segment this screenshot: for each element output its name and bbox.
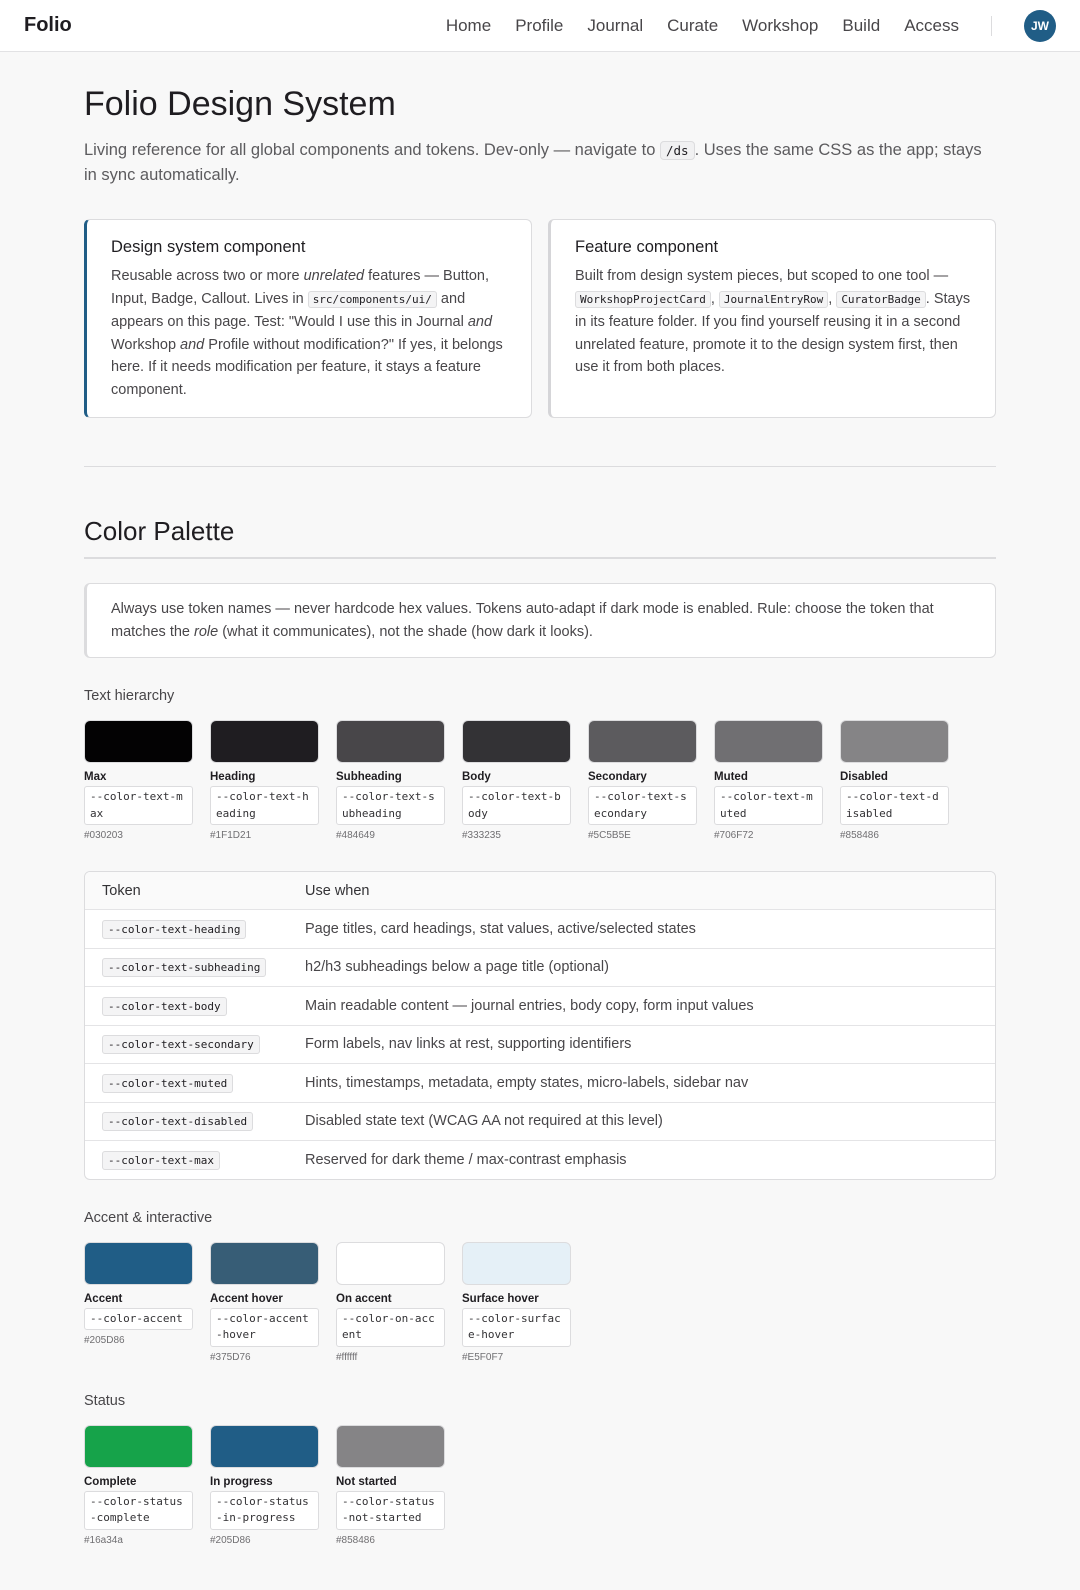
swatch-name: Accent: [84, 1292, 123, 1305]
swatch-name: Subheading: [336, 771, 402, 783]
intro-text-end: . Uses the same CSS as the app; stays in sync automatically.: [84, 141, 982, 184]
brand-logo[interactable]: Folio: [24, 14, 72, 36]
swatch-token: --color-status-complete: [84, 1491, 193, 1530]
swatch-name: Muted: [714, 771, 748, 783]
token-usage: Disabled state text (WCAG AA not required at this level): [305, 1113, 663, 1130]
swatch-color: [336, 1242, 445, 1285]
text-token-table: [84, 871, 996, 1180]
swatch-color: [588, 720, 697, 763]
swatch-token: --color-text-muted: [714, 786, 823, 825]
subheading-accent-interactive: Accent & interactive: [84, 1209, 213, 1226]
component-type-cards: [84, 219, 996, 418]
swatch-color: [336, 720, 445, 763]
nav-divider: [991, 16, 992, 36]
swatch-hex: #ffffff: [336, 1351, 358, 1363]
swatch-text-heading: [210, 720, 319, 841]
swatch-token: --color-text-subheading: [336, 786, 445, 825]
column-header-use-when: Use when: [305, 882, 370, 899]
nav-link-home[interactable]: Home: [445, 15, 492, 35]
swatch-name: Heading: [210, 771, 256, 783]
section-divider: [84, 466, 996, 467]
design-system-component-card: [84, 219, 532, 418]
token-usage: Reserved for dark theme / max-contrast emphasis: [305, 1151, 627, 1168]
feature-component-card: [548, 219, 996, 418]
card-body: Reusable across two or more unrelated features — Button, Input, Badge, Callout. Lives in src/components/ui/ and appears on this page. Test: "Would I use this in Journal and Workshop and Profile without modification?" If yes, it belongs here. If it needs modification per feature, it stays a feature component.: [111, 268, 503, 398]
accent-swatch-row: [84, 1242, 996, 1363]
token-code: --color-text-subheading: [102, 958, 266, 977]
swatch-status-complete: [84, 1425, 193, 1546]
swatch-hex: #1F1D21: [210, 830, 252, 841]
swatch-surface-hover: [462, 1242, 571, 1363]
token-usage: Main readable content — journal entries, body copy, form input values: [305, 997, 754, 1014]
swatch-token: --color-text-secondary: [588, 786, 697, 825]
table-row: [85, 1025, 995, 1064]
swatch-token: --color-accent: [84, 1308, 193, 1331]
nav-link-curate[interactable]: Curate: [667, 15, 719, 35]
swatch-color: [462, 720, 571, 763]
swatch-color: [210, 720, 319, 763]
table-row: [85, 1140, 995, 1179]
token-usage: Hints, timestamps, metadata, empty states, micro-labels, sidebar nav: [305, 1074, 749, 1091]
swatch-hex: #16a34a: [84, 1534, 123, 1546]
swatch-name: In progress: [210, 1475, 273, 1488]
swatch-text-subheading: [336, 720, 445, 841]
nav-link-access[interactable]: Access: [904, 15, 959, 35]
token-usage: h2/h3 subheadings below a page title (optional): [305, 959, 609, 976]
swatch-color: [840, 720, 949, 763]
card-title: Feature component: [575, 238, 719, 256]
user-avatar[interactable]: JW: [1024, 10, 1056, 42]
swatch-text-body: [462, 720, 571, 841]
component-code: JournalEntryRow: [719, 291, 828, 308]
token-usage: Form labels, nav links at rest, supporting identifiers: [305, 1036, 632, 1053]
subheading-status: Status: [84, 1392, 126, 1409]
table-row: [85, 1063, 995, 1102]
swatch-name: Body: [462, 771, 491, 783]
nav-link-profile[interactable]: Profile: [515, 15, 564, 35]
component-code: CuratorBadge: [836, 291, 925, 308]
nav-link-journal[interactable]: Journal: [587, 15, 644, 35]
token-code: --color-text-max: [102, 1151, 220, 1170]
swatch-accent-hover: [210, 1242, 319, 1363]
swatch-hex: #706F72: [714, 830, 754, 841]
table-row: [85, 1102, 995, 1141]
swatch-token: --color-accent-hover: [210, 1308, 319, 1347]
swatch-hex: #858486: [840, 830, 879, 841]
intro-text: Living reference for all global components and tokens. Dev-only — navigate to: [84, 141, 660, 159]
swatch-text-secondary: [588, 720, 697, 841]
swatch-name: On accent: [336, 1292, 392, 1305]
swatch-token: --color-text-max: [84, 786, 193, 825]
table-row: [85, 909, 995, 948]
main-content: [84, 52, 996, 1546]
swatch-name: Disabled: [840, 771, 888, 783]
swatch-color: [714, 720, 823, 763]
swatch-name: Complete: [84, 1475, 137, 1488]
status-swatch-row: [84, 1425, 996, 1546]
swatch-text-max: [84, 720, 193, 841]
card-body: Built from design system pieces, but scoped to one tool — WorkshopProjectCard , JournalEntryRow , CuratorBadge . Stays in its feature folder. If you find yourself reusing it in a second unrelated feature, promote it to the design system first, then use it from both places.: [575, 268, 971, 375]
token-code: --color-text-body: [102, 997, 227, 1016]
card-title: Design system component: [111, 238, 306, 256]
swatch-name: Surface hover: [462, 1292, 539, 1305]
swatch-token: --color-status-in-progress: [210, 1491, 319, 1530]
ds-route-code: /ds: [660, 141, 695, 160]
swatch-hex: #375D76: [210, 1351, 251, 1363]
swatch-text-disabled: [840, 720, 949, 841]
swatch-hex: #333235: [462, 830, 501, 841]
palette-note-callout: Always use token names — never hardcode hex values. Tokens auto-adapt if dark mode is enabled. Rule: choose the token that matches the role (what it communicates), not the shade (how dark it looks).: [84, 583, 996, 658]
swatch-token: --color-text-body: [462, 786, 571, 825]
section-title-color-palette: Color Palette: [84, 516, 235, 546]
section-rule: [84, 557, 996, 559]
table-row: [85, 948, 995, 987]
swatch-hex: #5C5B5E: [588, 830, 631, 841]
nav-link-workshop[interactable]: Workshop: [742, 15, 819, 35]
token-code: --color-text-muted: [102, 1074, 233, 1093]
text-swatch-row: [84, 720, 996, 841]
token-code: --color-text-secondary: [102, 1035, 260, 1054]
swatch-color: [84, 1242, 193, 1285]
swatch-token: --color-text-heading: [210, 786, 319, 825]
token-code: --color-text-heading: [102, 920, 246, 939]
swatch-token: --color-on-accent: [336, 1308, 445, 1347]
swatch-hex: #E5F0F7: [462, 1351, 504, 1363]
swatch-hex: #858486: [336, 1534, 375, 1546]
swatch-hex: #205D86: [84, 1335, 125, 1346]
table-header-row: [85, 872, 995, 909]
nav-link-build[interactable]: Build: [842, 15, 881, 35]
token-usage: Page titles, card headings, stat values, active/selected states: [305, 920, 696, 937]
swatch-color: [462, 1242, 571, 1285]
page-title: Folio Design System: [84, 85, 396, 123]
swatch-color: [84, 720, 193, 763]
ui-path-code: src/components/ui/: [308, 291, 437, 308]
swatch-name: Secondary: [588, 771, 647, 783]
column-header-token: Token: [102, 882, 141, 899]
swatch-color: [336, 1425, 445, 1468]
swatch-status-in-progress: [210, 1425, 319, 1546]
swatch-hex: #030203: [84, 830, 123, 841]
swatch-token: --color-text-disabled: [840, 786, 949, 825]
swatch-name: Accent hover: [210, 1292, 283, 1305]
component-code: WorkshopProjectCard: [575, 291, 711, 308]
swatch-color: [84, 1425, 193, 1468]
swatch-status-not-started: [336, 1425, 445, 1546]
swatch-color: [210, 1425, 319, 1468]
swatch-on-accent: [336, 1242, 445, 1363]
swatch-token: --color-status-not-started: [336, 1491, 445, 1530]
subheading-text-hierarchy: Text hierarchy: [84, 688, 175, 704]
swatch-hex: #205D86: [210, 1534, 251, 1546]
swatch-text-muted: [714, 720, 823, 841]
swatch-accent: [84, 1242, 193, 1363]
table-row: [85, 986, 995, 1025]
page-intro: [84, 138, 996, 187]
swatch-hex: #484649: [336, 830, 375, 841]
main-nav: [446, 16, 959, 36]
swatch-color: [210, 1242, 319, 1285]
top-nav: [0, 0, 1080, 52]
swatch-token: --color-surface-hover: [462, 1308, 571, 1347]
swatch-name: Not started: [336, 1475, 397, 1488]
swatch-name: Max: [84, 771, 107, 783]
token-code: --color-text-disabled: [102, 1112, 253, 1131]
